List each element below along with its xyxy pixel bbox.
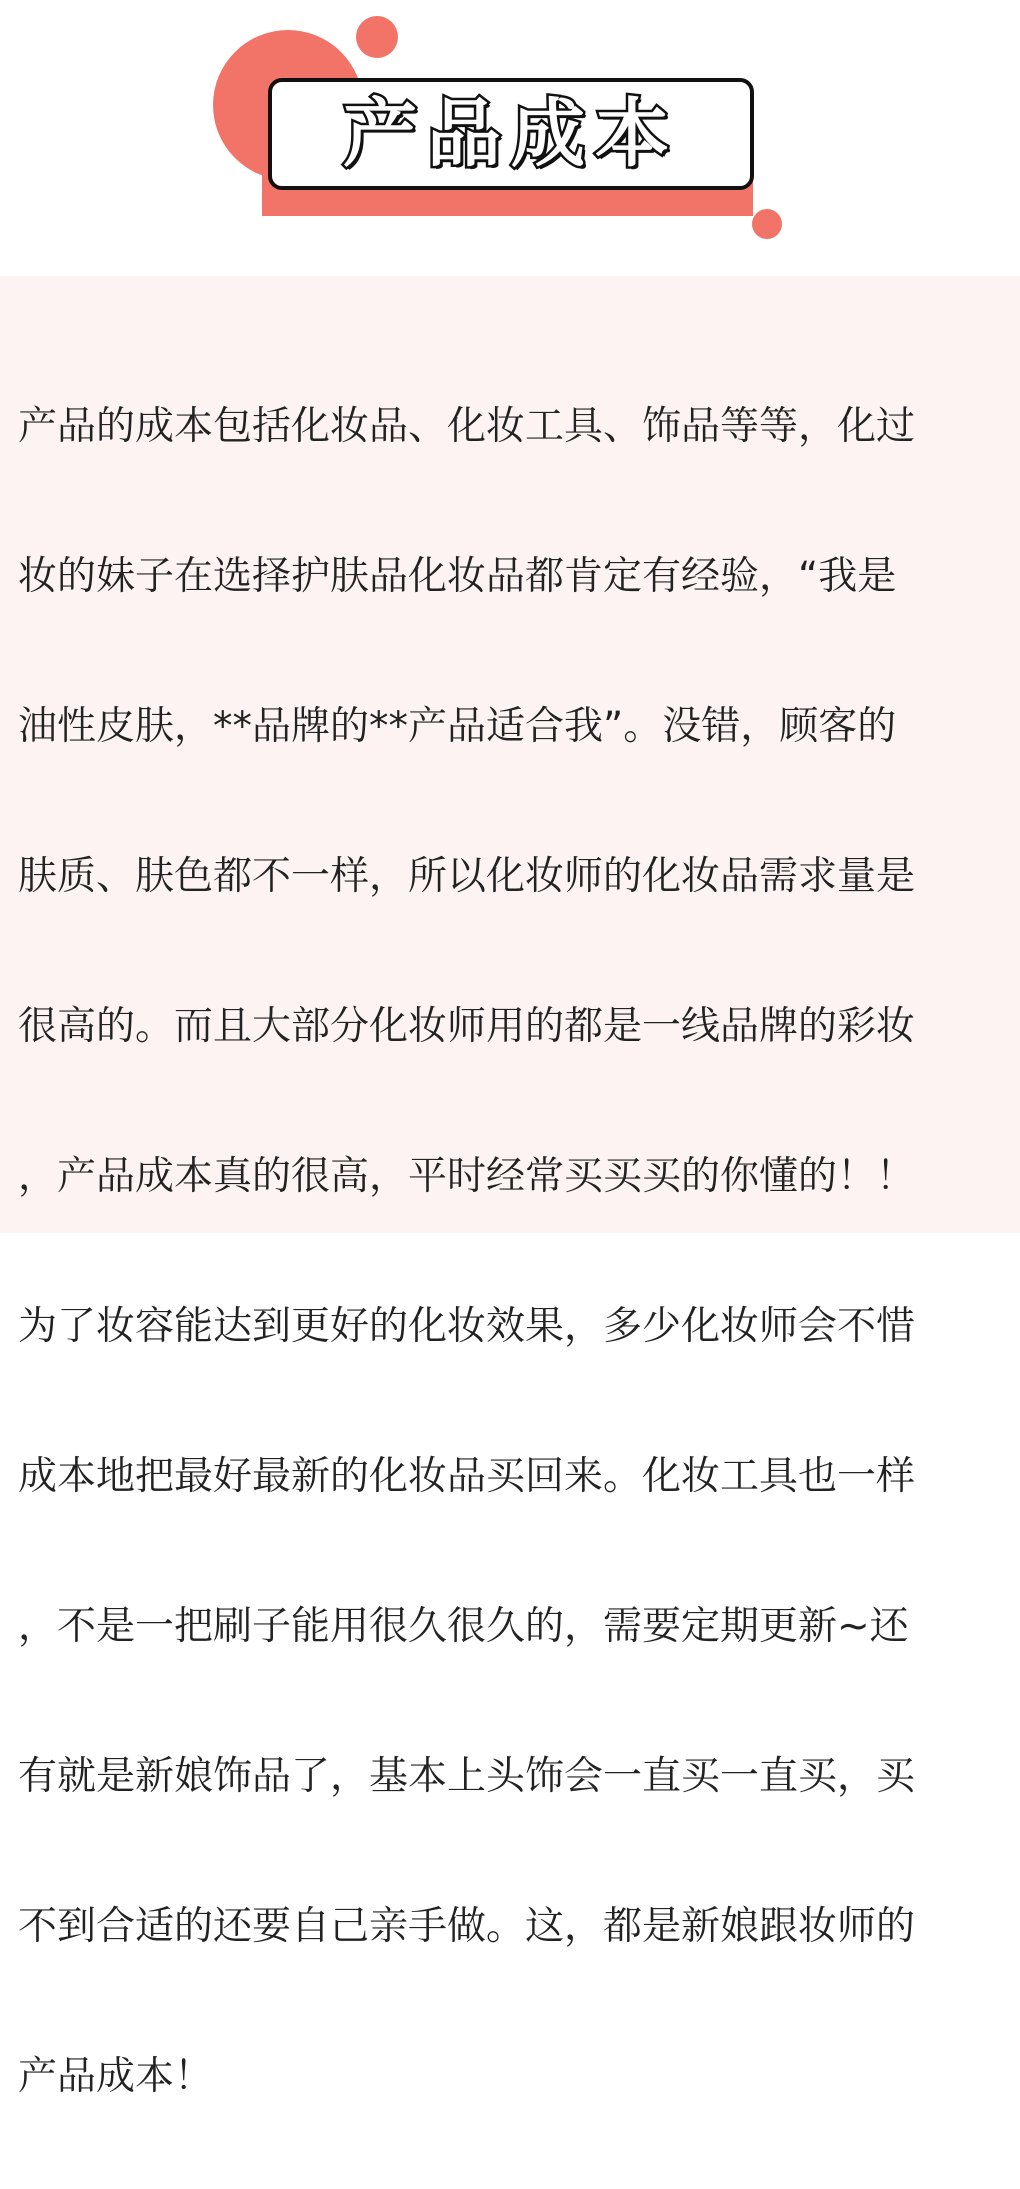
body-paragraph <box>18 314 1008 2189</box>
header-banner <box>0 0 1020 276</box>
content-panel <box>0 276 1020 2099</box>
paragraph-line: ，不是一把刷子能用很久很久的，需要定期更新~还 <box>18 1604 909 1649</box>
title-box <box>268 78 754 190</box>
paragraph-line: ，产品成本真的很高，平时经常买买买的你懂的！！ <box>18 1154 916 1199</box>
paragraph-line: 妆的妹子在选择护肤品化妆品都肯定有经验，“我是 <box>18 554 897 599</box>
paragraph-line: 肤质、肤色都不一样，所以化妆师的化妆品需求量是 <box>18 854 916 899</box>
page-title: 产品成本 <box>343 91 679 177</box>
paragraph-line: 很高的。而且大部分化妆师用的都是一线品牌的彩妆 <box>18 1004 916 1049</box>
decorative-circle-top <box>356 16 398 58</box>
paragraph-line: 有就是新娘饰品了，基本上头饰会一直买一直买，买 <box>18 1754 916 1799</box>
paragraph-line: 不到合适的还要自己亲手做。这，都是新娘跟妆师的 <box>18 1904 916 1949</box>
paragraph-line: 为了妆容能达到更好的化妆效果，多少化妆师会不惜 <box>18 1304 916 1349</box>
paragraph-line: 油性皮肤，**品牌的**产品适合我”。没错，顾客的 <box>18 704 897 749</box>
decorative-circle-small <box>752 209 782 239</box>
paragraph-line: 产品的成本包括化妆品、化妆工具、饰品等等，化过 <box>18 404 916 449</box>
paragraph-line: 产品成本！ <box>18 2054 214 2099</box>
paragraph-line: 成本地把最好最新的化妆品买回来。化妆工具也一样 <box>18 1454 916 1499</box>
